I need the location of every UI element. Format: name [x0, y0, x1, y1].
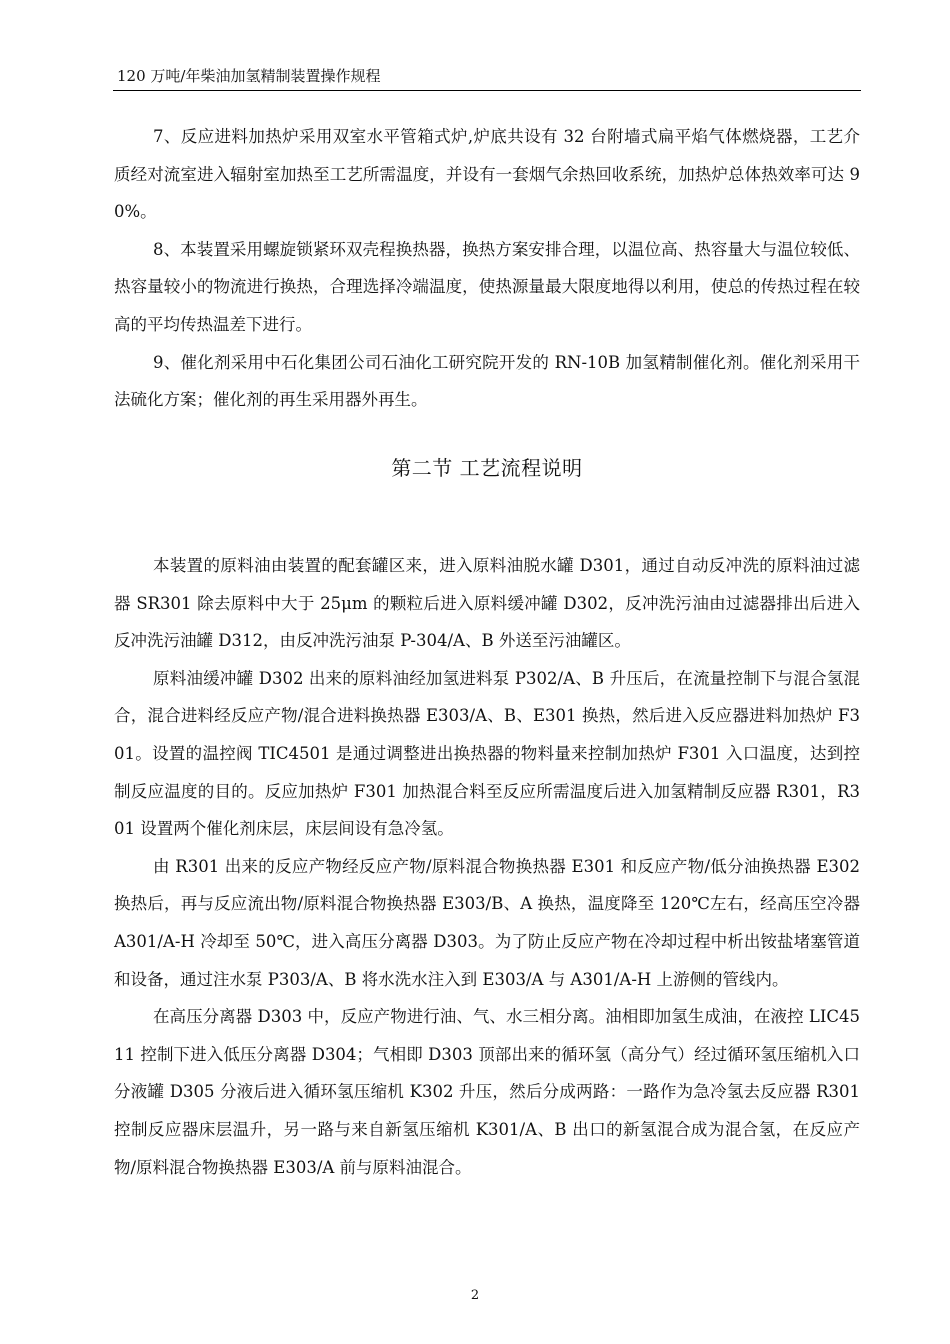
- process-description-block: [114, 547, 860, 1186]
- upper-text-block: [114, 118, 860, 419]
- paragraph-product-cooling: 由 R301 出来的反应产物经反应产物/原料混合物换热器 E301 和反应产物/低分油换热器 E302 换热后，再与反应流出物/原料混合物换热器 E303/B、A 换热，温度降至 120℃左右，经高压空冷器 A301/A-H 冷却至 50℃，进入高压分离器 D303。为了防止反应产物在冷却过程中析出铵盐堵塞管道和设备，通过注水泵 P303/A、B 将水洗水注入到 E303/A 与 A301/A-H 上游侧的管线内。: [114, 856, 860, 989]
- paragraph-separation: 在高压分离器 D303 中，反应产物进行油、气、水三相分离。油相即加氢生成油，在液控 LIC4511 控制下进入低压分离器 D304；气相即 D303 顶部出来的循环氢（高分气）经过循环氢压缩机入口分液罐 D305 分液后进入循环氢压缩机 K302 升压，然后分成两路：一路作为急冷氢去反应器 R301 控制反应器床层温升，另一路与来自新氢压缩机 K301/A、B 出口的新氢混合成为混合氢，在反应产物/原料混合物换热器 E303/A 前与原料油混合。: [114, 1007, 860, 1177]
- paragraph-item-8: 8、本装置采用螺旋锁紧环双壳程换热器，换热方案安排合理，以温位高、热容量大与温位较低、热容量较小的物流进行换热，合理选择冷端温度，使热源量最大限度地得以利用，使总的传热过程在较高的平均传热温差下进行。: [114, 239, 860, 334]
- paragraph-feed-filtration: 本装置的原料油由装置的配套罐区来，进入原料油脱水罐 D301，通过自动反冲洗的原料油过滤器 SR301 除去原料中大于 25μm 的颗粒后进入原料缓冲罐 D302，反冲洗污油由过滤器排出后进入反冲洗污油罐 D312，由反冲洗污油泵 P-304/A、B 外送至污油罐区。: [114, 556, 860, 651]
- paragraph-feed-heating: 原料油缓冲罐 D302 出来的原料油经加氢进料泵 P302/A、B 升压后，在流量控制下与混合氢混合，混合进料经反应产物/混合进料换热器 E303/A、B、E301 换热，然后进入反应器进料加热炉 F301。设置的温控阀 TIC4501 是通过调整进出换热器的物料量来控制加热炉 F301 入口温度，达到控制反应温度的目的。反应加热炉 F301 加热混合料至反应所需温度后进入加氢精制反应器 R301，R301 设置两个催化剂床层，床层间设有急冷氢。: [114, 668, 860, 839]
- section-heading: 第二节 工艺流程说明: [391, 456, 583, 480]
- running-header: 120 万吨/年柴油加氢精制装置操作规程: [117, 67, 381, 85]
- header-divider: [113, 90, 861, 91]
- paragraph-item-7: 7、反应进料加热炉采用双室水平管箱式炉,炉底共设有 32 台附墙式扁平焰气体燃烧器，工艺介质经对流室进入辐射室加热至工艺所需温度，并设有一套烟气余热回收系统，加热炉总体热效率可达 90%。: [114, 127, 860, 222]
- paragraph-item-9: 9、催化剂采用中石化集团公司石油化工研究院开发的 RN-10B 加氢精制催化剂。催化剂采用干法硫化方案；催化剂的再生采用器外再生。: [114, 352, 860, 410]
- page-number: 2: [470, 1288, 480, 1303]
